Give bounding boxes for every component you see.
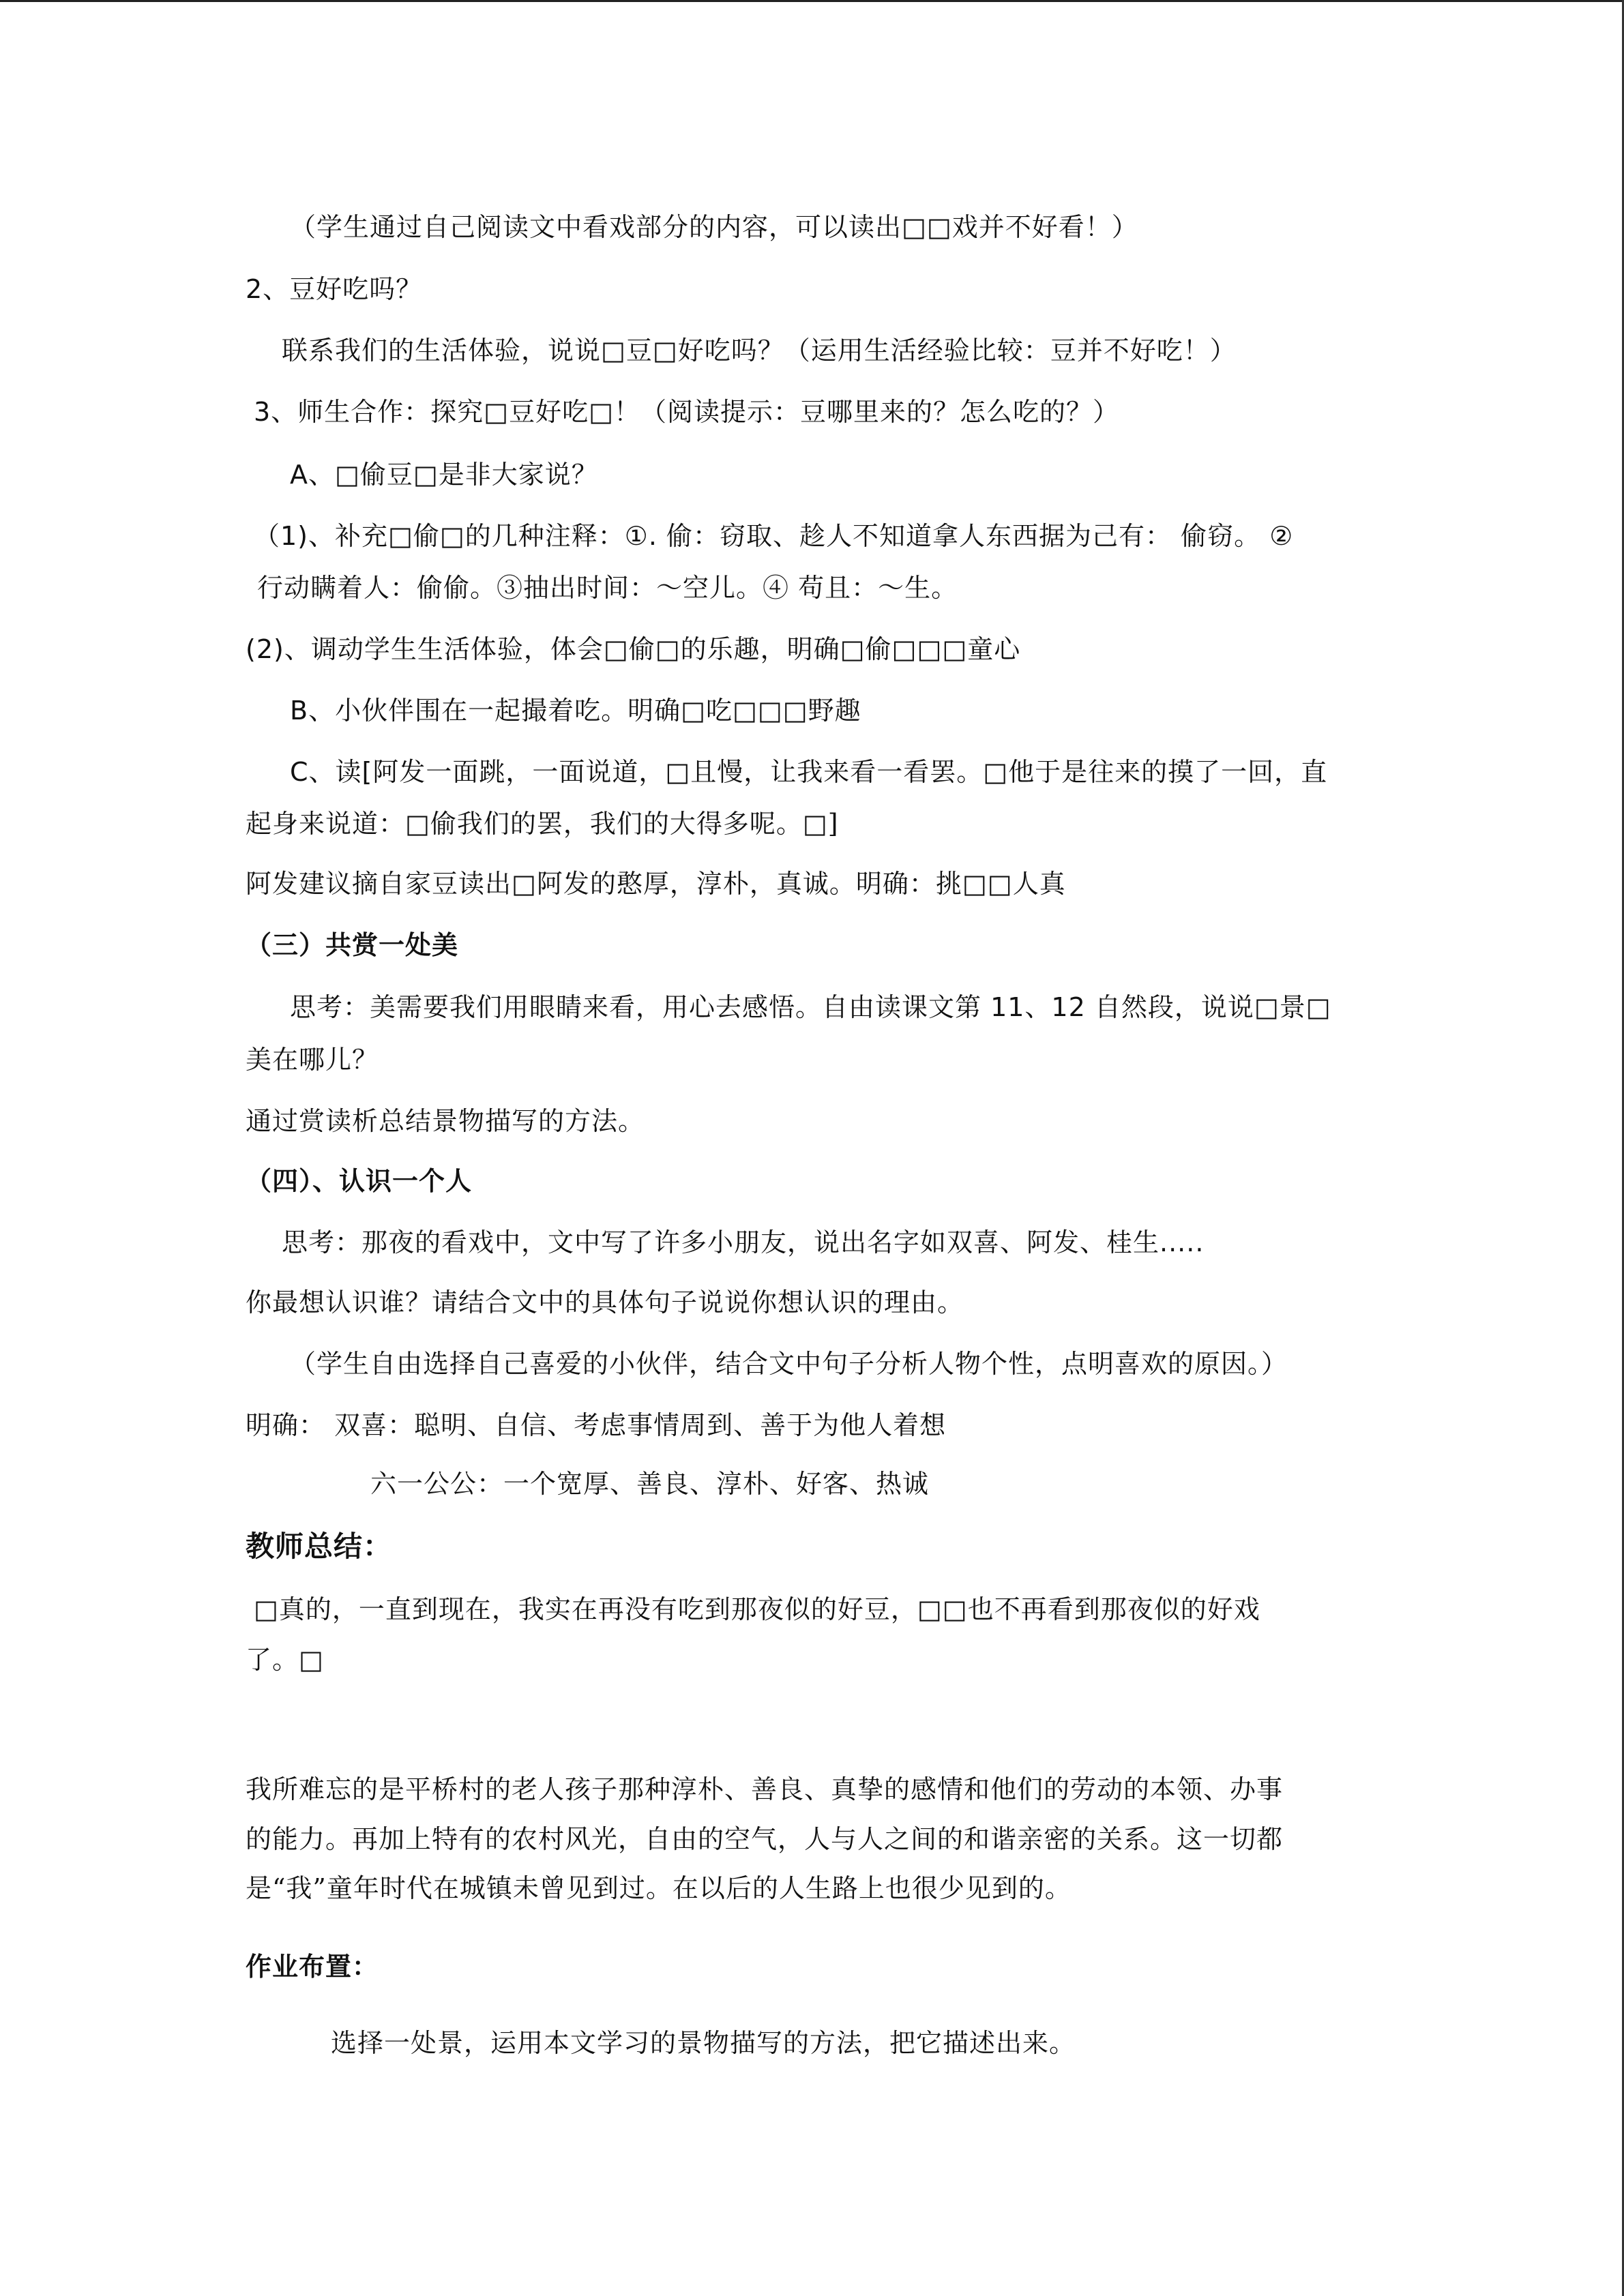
text-line-22: 六一公公：一个宽厚、善良、淳朴、好客、热诚 [370,1469,930,1499]
text-line-28: 是“我”童年时代在城镇未曾见到过。在以后的人生路上也很少见到的。 [246,1873,1072,1903]
text-line-1: （学生通过自己阅读文中看戏部分的内容，可以读出□□戏并不好看！） [290,212,1138,242]
text-line-7: 行动瞒着人：偷偷。③抽出时间：～空儿。④ 苟且：～生。 [257,573,958,603]
text-line-26: 我所难忘的是平桥村的老人孩子那种淳朴、善良、真挚的感情和他们的劳动的本领、办事 [246,1774,1284,1804]
section-heading-3: （三）共赏一处美 [246,930,459,960]
text-line-30: 选择一处景，运用本文学习的景物描写的方法，把它描述出来。 [331,2028,1076,2058]
section-heading-4: （四）、认识一个人 [246,1166,473,1196]
text-line-24: □真的，一直到现在，我实在再没有吃到那夜似的好豆，□□也不再看到那夜似的好戏 [254,1594,1260,1624]
text-line-3: 联系我们的生活体验，说说□豆□好吃吗？（运用生活经验比较：豆并不好吃！） [282,336,1237,366]
teacher-summary-heading: 教师总结： [246,1530,393,1563]
text-line-12: 阿发建议摘自家豆读出□阿发的憨厚，淳朴，真诚。明确：挑□□人真 [246,869,1066,899]
text-line-11: 起身来说道：□偷我们的罢，我们的大得多呢。□] [246,809,839,839]
text-line-16: 通过赏读析总结景物描写的方法。 [246,1106,645,1136]
text-line-5: A、□偷豆□是非大家说？ [290,460,598,490]
text-line-15: 美在哪儿？ [246,1045,379,1075]
text-line-21: 明确： 双喜：聪明、自信、考虑事情周到、善于为他人着想 [246,1410,947,1440]
text-line-2: 2、豆好吃吗？ [246,274,423,304]
page-top-border [0,0,1624,2]
text-line-9: B、小伙伴围在一起撮着吃。明确□吃□□□野趣 [290,696,861,726]
text-line-20: （学生自由选择自己喜爱的小伙伴，结合文中句子分析人物个性，点明喜欢的原因。） [290,1349,1288,1379]
text-line-14: 思考：美需要我们用眼睛来看，用心去感悟。自由读课文第 11、12 自然段，说说□景□ [290,992,1331,1022]
homework-heading: 作业布置： [246,1952,379,1982]
text-line-6: （1)、补充□偷□的几种注释：①. 偷：窃取、趁人不知道拿人东西据为己有： 偷窃。 ② [254,521,1294,551]
text-line-10: C、读[阿发一面跳，一面说道，□且慢，让我来看一看罢。□他于是往来的摸了一回，直 [290,757,1328,787]
text-line-27: 的能力。再加上特有的农村风光，自由的空气，人与人之间的和谐亲密的关系。这一切都 [246,1824,1284,1854]
text-line-25: 了。□ [246,1645,324,1675]
text-line-8: (2)、调动学生生活体验，体会□偷□的乐趣，明确□偷□□□童心 [246,634,1021,664]
text-line-4: 3、师生合作：探究□豆好吃□！（阅读提示：豆哪里来的？怎么吃的？） [254,397,1119,427]
text-line-18: 思考：那夜的看戏中，文中写了许多小朋友，说出名字如双喜、阿发、桂生..... [282,1227,1205,1257]
text-line-19: 你最想认识谁？请结合文中的具体句子说说你想认识的理由。 [246,1287,964,1317]
